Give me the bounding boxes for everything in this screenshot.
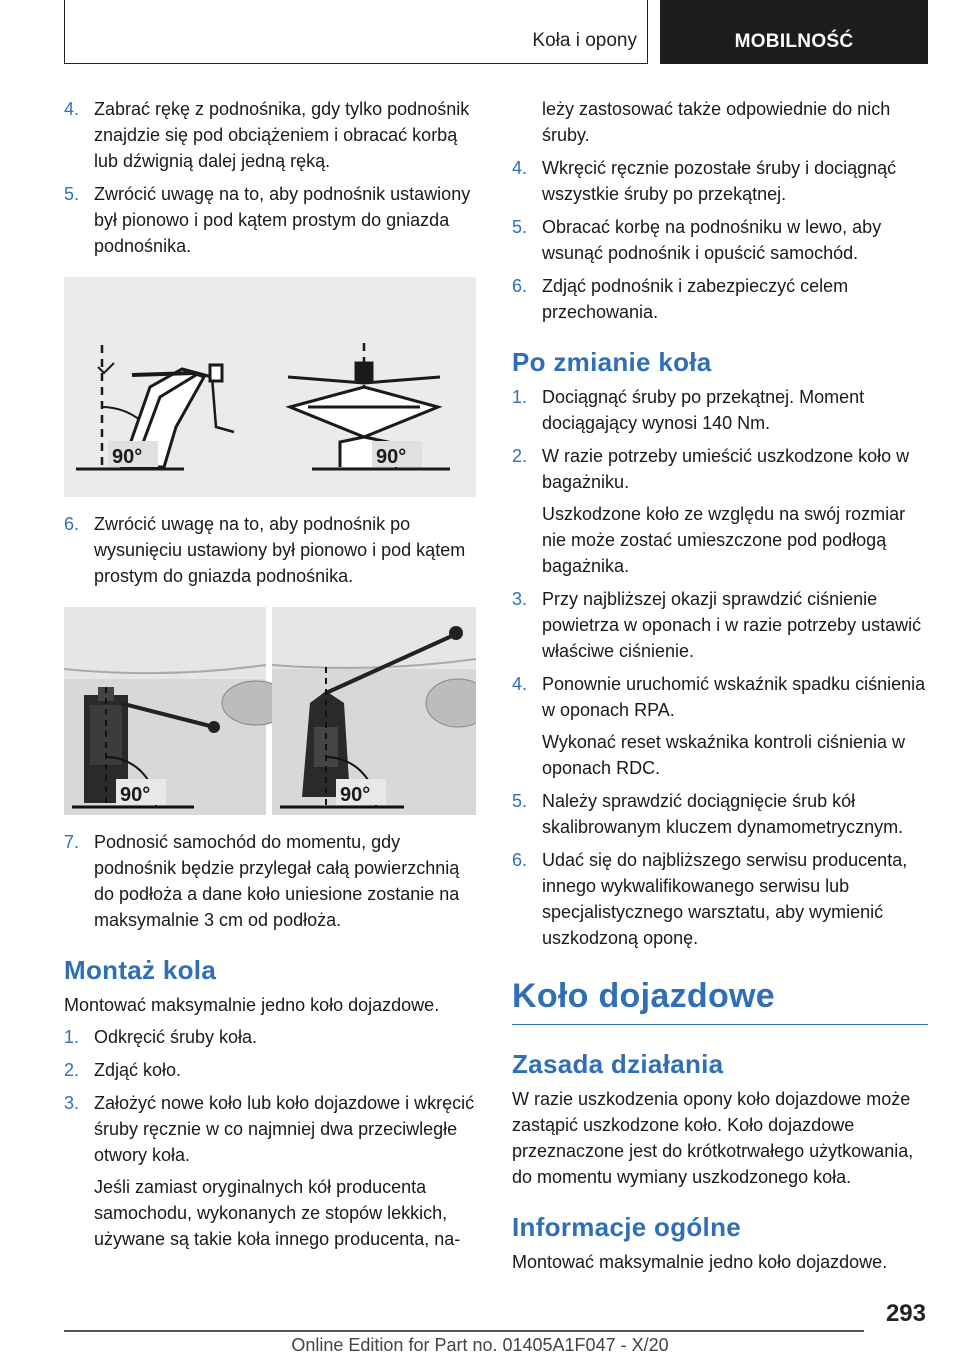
informacje-text: Montować maksymalnie jedno koło dojazdowe.: [512, 1252, 888, 1272]
step-text: Zdjąć podnośnik i zabezpieczyć celem przechowania.: [542, 276, 849, 322]
header-section-box: [64, 0, 648, 64]
step-number: 4.: [512, 158, 528, 178]
step-number: 5.: [512, 791, 528, 811]
step-text: Odkręcić śruby koła.: [94, 1027, 258, 1047]
left-jack-photo: [64, 607, 290, 815]
step-text: Dociągnąć śruby po przekątnej. Moment dociągający wynosi 140 Nm.: [542, 387, 865, 433]
step-text: Wkręcić ręcznie pozostałe śruby i dociągnąć wszystkie śruby po przekątnej.: [542, 158, 897, 204]
footer-divider: [64, 1330, 864, 1332]
jack-photo-figure: [64, 607, 476, 815]
montaz-step-6: [512, 273, 928, 325]
jack-angle-diagram: [64, 277, 476, 497]
po-zmianie-step-1: [512, 384, 928, 436]
montaz-intro: Montować maksymalnie jedno koło dojazdowe.: [64, 995, 440, 1015]
section-heading-informacje: Informacje ogólne: [512, 1212, 742, 1242]
page-header: [64, 0, 928, 64]
step-note: Uszkodzone koło ze względu na swój rozmiar nie może zostać umieszczone pod podłogą bagażnika.: [542, 504, 906, 576]
step-number: 1.: [64, 1027, 80, 1047]
step-note: Wykonać reset wskaźnika kontroli ciśnienia w oponach RDC.: [542, 732, 905, 778]
section-title: Koła i opony: [532, 30, 637, 51]
step-number: 2.: [512, 446, 528, 466]
step-6-jack-extended: [64, 511, 476, 589]
step-text: Zdjąć koło.: [94, 1060, 182, 1080]
left-column: [64, 96, 476, 1259]
right-photo-angle-label: 90°: [340, 784, 371, 806]
section-heading-montaz: Montaż kola: [64, 955, 217, 985]
montaz-step-4: [512, 155, 928, 207]
step-number: 3.: [512, 589, 528, 609]
po-zmianie-step-2: [512, 443, 928, 579]
step-number: 6.: [512, 276, 528, 296]
montaz-step-3: [64, 1090, 476, 1252]
step-number: 6.: [64, 514, 80, 534]
step-number: 4.: [64, 99, 80, 119]
step-7-lift-car: [64, 829, 476, 933]
step-number: 3.: [64, 1093, 80, 1113]
step-4-release-jack: [64, 96, 476, 174]
continued-text: leży zastosować także odpowiednie do nich śruby.: [542, 99, 891, 145]
jack-photo-diagram: [64, 607, 476, 815]
montaz-step-5: [512, 214, 928, 266]
right-column: [512, 96, 928, 1281]
step-text: Należy sprawdzić dociągnięcie śrub kół skalibrowanym kluczem dynamometrycznym.: [542, 791, 904, 837]
section-heading-zasada: Zasada działania: [512, 1049, 724, 1079]
step-note: Jeśli zamiast oryginalnych kół producenta samochodu, wykonanych ze stopów lekkich, używane są takie koła innego producenta, na-: [94, 1177, 461, 1249]
step-text: Obracać korbę na podnośniku w lewo, aby wsunąć podnośnik i opuścić samochód.: [542, 217, 882, 263]
page-number: 293: [885, 1300, 926, 1327]
right-jack-photo: [272, 607, 476, 815]
step-number: 5.: [512, 217, 528, 237]
step-text: Zwrócić uwagę na to, aby podnośnik po wysunięciu ustawiony był pionowo i pod kątem prostym do gniazda podnośnika.: [94, 514, 466, 586]
step-number: 7.: [64, 832, 80, 852]
po-zmianie-step-6: [512, 847, 928, 951]
montaz-step-2: [64, 1057, 476, 1083]
zasada-text: W razie uszkodzenia opony koło dojazdowe może zastąpić uszkodzone koło. Koło dojazdowe przeznaczone jest do krótkotrwałego użytkowania, do momentu wymiany uszkodzonego koła.: [512, 1089, 914, 1187]
chapter-tab: MOBILNOŚĆ: [660, 0, 928, 64]
step-text: Przy najbliższej okazji sprawdzić ciśnienie powietrza w oponach i w razie potrzeby ustawić właściwe ciśnienie.: [542, 589, 922, 661]
step-number: 5.: [64, 184, 80, 204]
step-text: Podnosić samochód do momentu, gdy podnośnik będzie przylegał całą powierzchnią do podłoża a dane koło uniesione zostanie na maksymalnie 3 cm od podłoża.: [94, 832, 460, 930]
po-zmianie-step-5: [512, 788, 928, 840]
jack-diagram-figure: [64, 277, 476, 497]
right-angle-label: 90°: [376, 446, 407, 468]
left-photo-angle-label: 90°: [120, 784, 151, 806]
right-jack-drawing: [288, 343, 450, 469]
left-angle-label: 90°: [112, 446, 143, 468]
footer-edition: Online Edition for Part no. 01405A1F047 - X/20: [291, 1335, 669, 1355]
step-text: Zabrać rękę z podnośnika, gdy tylko podnośnik znajdzie się pod obciążeniem i obracać korbą lub dźwignią dalej jedną ręką.: [94, 99, 470, 171]
step-text: W razie potrzeby umieścić uszkodzone koło w bagażniku.: [542, 446, 910, 492]
step-text: Zwrócić uwagę na to, aby podnośnik ustawiony był pionowo i pod kątem prostym do gniazda podnośnika.: [94, 184, 471, 256]
step-number: 6.: [512, 850, 528, 870]
step-5-jack-vertical: [64, 181, 476, 259]
step-number: 1.: [512, 387, 528, 407]
po-zmianie-step-4: [512, 671, 928, 781]
step-text: Założyć nowe koło lub koło dojazdowe i wkręcić śruby ręcznie w co najmniej dwa przeciwległe otwory koła.: [94, 1093, 475, 1165]
po-zmianie-step-3: [512, 586, 928, 664]
section-heading-po-zmianie: Po zmianie koła: [512, 347, 712, 377]
step-number: 2.: [64, 1060, 80, 1080]
step-text: Ponownie uruchomić wskaźnik spadku ciśnienia w oponach RPA.: [542, 674, 926, 720]
chapter-heading-kolo-dojazdowe: Koło dojazdowe: [512, 977, 928, 1025]
montaz-step-1: [64, 1024, 476, 1050]
step-text: Udać się do najbliższego serwisu producenta, innego wykwalifikowanego serwisu lub specjalistycznego warsztatu, aby wymienić uszkodzoną oponę.: [542, 850, 908, 948]
step-number: 4.: [512, 674, 528, 694]
